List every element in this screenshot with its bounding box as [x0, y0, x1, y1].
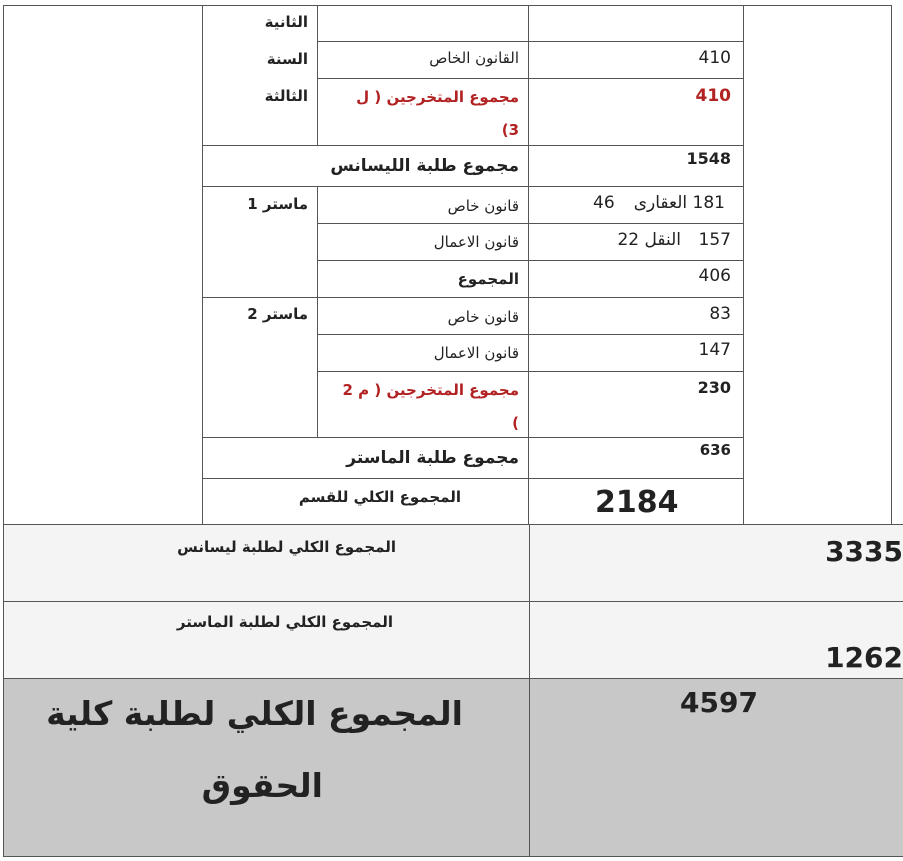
summary-faculty-label-line1: المجموع الكلي لطلبة كلية — [46, 694, 463, 733]
summary-faculty-value: 4597 — [680, 686, 758, 719]
master-total-label: مجموع طلبة الماستر — [346, 448, 519, 468]
graduates-m2-label: مجموع المتخرجين ( م 2 — [342, 381, 519, 399]
graduates-l3-label-cont: 3) — [501, 121, 519, 139]
graduates-l3-value: 410 — [695, 86, 731, 106]
year-label-year: السنة — [266, 50, 308, 68]
m1-total-label: المجموع — [457, 270, 519, 288]
m1-business-extra: النقل 22 — [617, 230, 681, 250]
license-total-label: مجموع طلبة الليسانس — [330, 156, 519, 176]
private-law-value: 410 — [698, 48, 731, 68]
summary-faculty-label-line2: الحقوق — [201, 766, 323, 805]
m1-private-value: 181 العقارى — [633, 193, 725, 213]
private-law-label: القانون الخاص — [429, 49, 519, 67]
summary-license-value: 3335 — [825, 535, 903, 568]
m1-private-extra: 46 — [593, 193, 615, 213]
m1-total-value: 406 — [698, 266, 731, 286]
m1-business-value: 157 — [698, 230, 731, 250]
master2-label: ماستر 2 — [247, 305, 308, 323]
summary-master-value: 1262 — [825, 641, 903, 674]
m2-business-label: قانون الاعمال — [433, 344, 519, 362]
m2-private-value: 83 — [709, 304, 731, 324]
master1-label: ماستر 1 — [247, 195, 308, 213]
m2-private-label: قانون خاص — [447, 308, 519, 326]
master-total-value: 636 — [699, 441, 731, 459]
summary-master-label: المجموع الكلي لطلبة الماستر — [176, 613, 393, 631]
graduates-m2-label-cont: ) — [512, 414, 519, 432]
dept-total-value: 2184 — [595, 485, 679, 520]
m1-private-label: قانون خاص — [447, 197, 519, 215]
summary-license-label-cell — [3, 524, 530, 602]
license-total-value: 1548 — [686, 149, 731, 168]
dept-total-label: المجموع الكلي للقسم — [298, 488, 461, 506]
m2-business-value: 147 — [698, 340, 731, 360]
graduates-l3-label: مجموع المتخرجين ( ل — [356, 88, 519, 106]
graduates-m2-value: 230 — [697, 378, 731, 397]
summary-license-label: المجموع الكلي لطلبة ليسانس — [177, 538, 396, 556]
year-label-second: الثانية — [264, 13, 308, 31]
m1-business-label: قانون الاعمال — [433, 233, 519, 251]
year-label-third: الثالثة — [264, 87, 308, 105]
